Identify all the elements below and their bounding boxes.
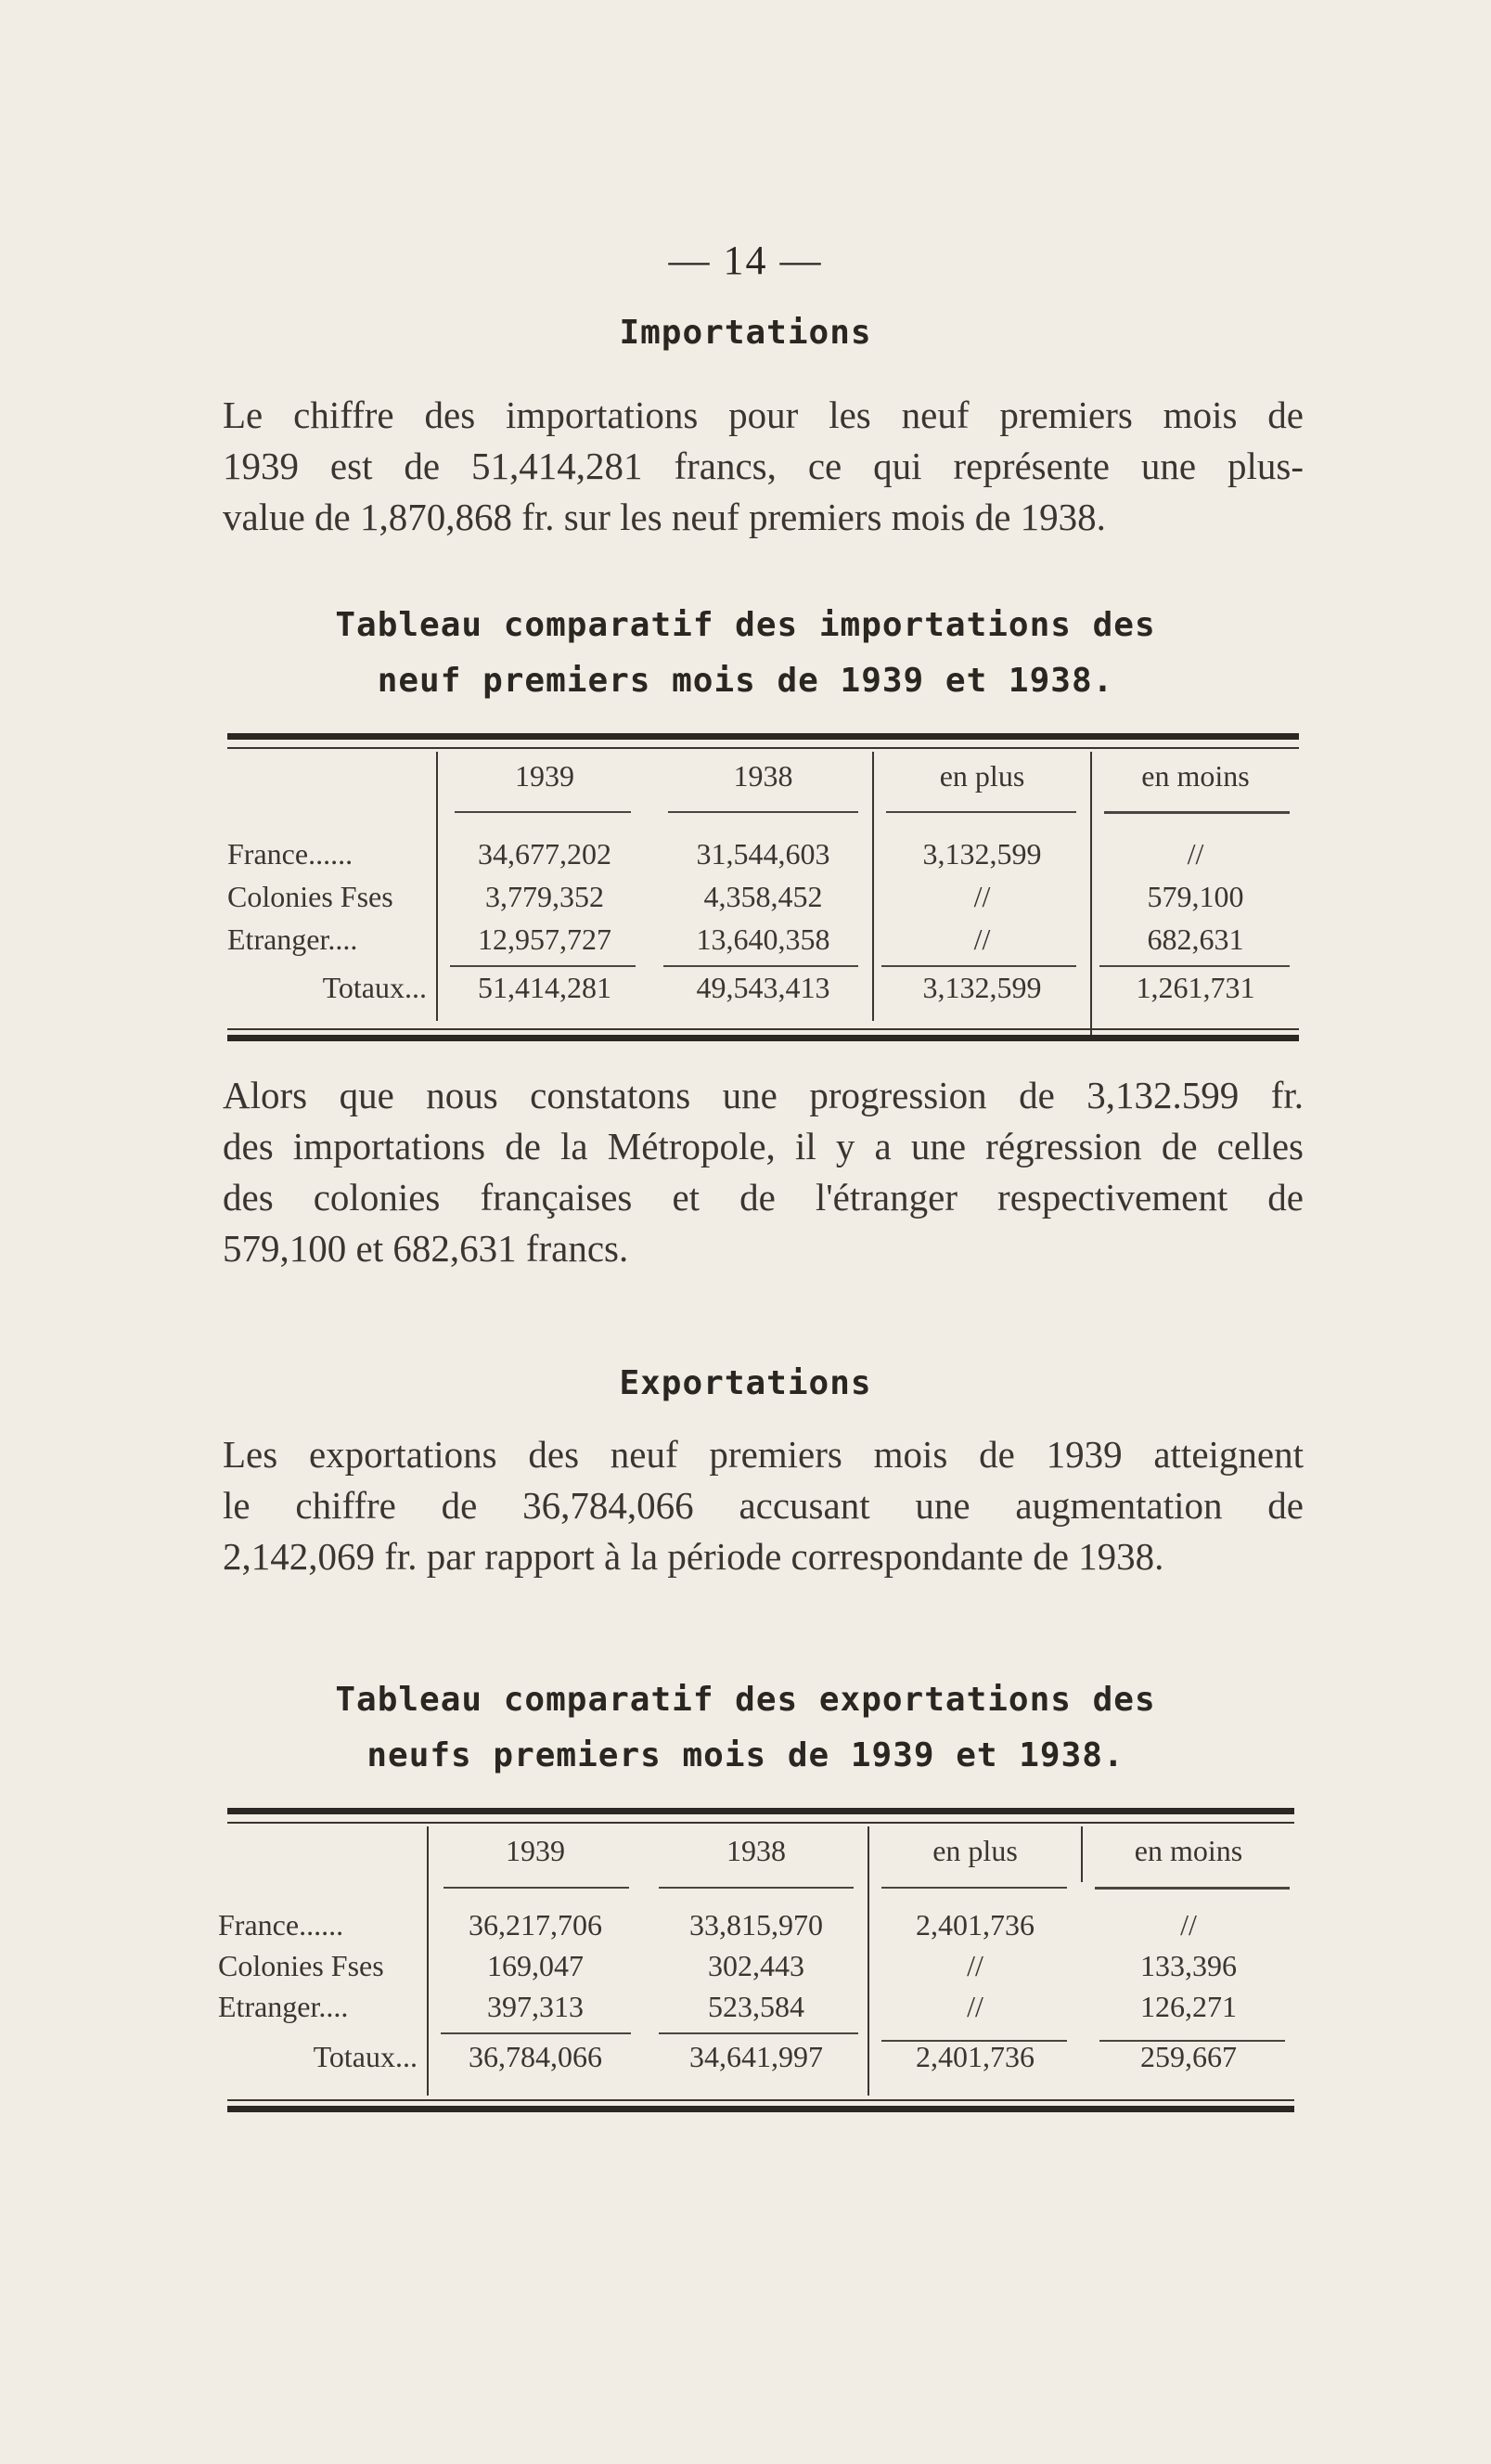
cell-1939: 3,779,352	[485, 880, 604, 913]
cell-1938: 33,815,970	[689, 1908, 823, 1942]
total-underline	[881, 965, 1076, 967]
cell-1938: 31,544,603	[696, 837, 830, 871]
cell-en-moins: 126,271	[1140, 1990, 1237, 2023]
table-top-rule-thin	[227, 747, 1299, 749]
cell-1939: 36,217,706	[469, 1908, 602, 1942]
row-label: France......	[218, 1908, 344, 1942]
imports-paragraph	[223, 390, 1304, 543]
row-label: Etranger....	[227, 922, 358, 956]
cell-1938: 4,358,452	[703, 880, 823, 913]
header-underline	[455, 811, 631, 813]
text-line: Les exportations des neuf premiers mois de 1939 atteignent	[223, 1433, 1304, 1476]
table-bottom-rule	[227, 1035, 1299, 1041]
cell-1938: 302,443	[708, 1949, 804, 1982]
cell-en-plus: //	[967, 1949, 983, 1982]
text-line: des importations de la Métropole, il y a une régression de celles	[223, 1125, 1304, 1167]
text-line: Alors que nous constatons une progression de 3,132.599 fr.	[223, 1074, 1304, 1116]
column-header: 1939	[515, 759, 574, 793]
table-bottom-rule-thin	[227, 1028, 1299, 1030]
column-header: 1938	[726, 1834, 786, 1867]
total-en-moins: 1,261,731	[1136, 971, 1255, 1004]
exports-table-title	[0, 1672, 1491, 1784]
row-label: Totaux...	[313, 2040, 418, 2073]
total-en-moins: 259,667	[1140, 2040, 1237, 2073]
header-underline	[886, 811, 1076, 813]
imports-commentary	[223, 1070, 1304, 1274]
table-title-line: Tableau comparatif des exportations des	[335, 1681, 1156, 1719]
header-underline	[443, 1887, 629, 1889]
exports-heading: Exportations	[619, 1364, 872, 1402]
cell-1938: 13,640,358	[696, 922, 830, 956]
text-line: 579,100 et 682,631 francs.	[223, 1227, 629, 1270]
text-line: 1939 est de 51,414,281 francs, ce qui représente une plus-	[223, 445, 1304, 487]
table-title-line: Tableau comparatif des importations des	[335, 606, 1156, 644]
exports-paragraph	[223, 1429, 1304, 1582]
total-underline	[441, 2032, 631, 2034]
total-underline	[450, 965, 636, 967]
cell-1939: 397,313	[487, 1990, 584, 2023]
imports-heading: Importations	[619, 314, 872, 352]
row-label: Totaux...	[322, 971, 427, 1004]
cell-1939: 34,677,202	[478, 837, 611, 871]
table-top-rule	[227, 733, 1299, 740]
row-label: Colonies Fses	[227, 880, 393, 913]
table-top-rule-thin	[227, 1822, 1294, 1824]
row-label: Etranger....	[218, 1990, 349, 2023]
header-underline	[659, 1887, 854, 1889]
cell-1938: 523,584	[708, 1990, 804, 2023]
total-1939: 36,784,066	[469, 2040, 602, 2073]
row-label: Colonies Fses	[218, 1949, 384, 1982]
total-1938: 49,543,413	[696, 971, 830, 1004]
text-line: des colonies françaises et de l'étranger respectivement de	[223, 1176, 1304, 1219]
cell-en-plus: 2,401,736	[916, 1908, 1035, 1942]
total-en-plus: 2,401,736	[916, 2040, 1035, 2073]
total-en-plus: 3,132,599	[922, 971, 1042, 1004]
row-label: France......	[227, 837, 353, 871]
cell-en-moins: 133,396	[1140, 1949, 1237, 1982]
header-underline	[1104, 811, 1290, 814]
cell-en-moins: 579,100	[1147, 880, 1244, 913]
column-header: en moins	[1134, 1834, 1243, 1867]
cell-en-plus: //	[967, 1990, 983, 2023]
cell-en-plus: //	[973, 922, 991, 956]
total-underline	[1099, 965, 1290, 967]
cell-en-moins: 682,631	[1147, 922, 1244, 956]
column-header: en moins	[1141, 759, 1250, 793]
cell-1939: 169,047	[487, 1949, 584, 1982]
text-line: le chiffre de 36,784,066 accusant une augmentation de	[223, 1484, 1304, 1527]
column-header: en plus	[939, 759, 1025, 793]
table-bottom-rule	[227, 2106, 1294, 2112]
cell-en-moins: //	[1180, 1908, 1197, 1942]
total-1938: 34,641,997	[689, 2040, 823, 2073]
page-number: — 14 —	[668, 238, 823, 283]
column-header: 1939	[506, 1834, 565, 1867]
total-1939: 51,414,281	[478, 971, 611, 1004]
cell-en-moins: //	[1187, 837, 1204, 871]
table-title-line: neuf premiers mois de 1939 et 1938.	[377, 662, 1114, 700]
header-underline	[668, 811, 858, 813]
cell-en-plus: 3,132,599	[922, 837, 1042, 871]
cell-1939: 12,957,727	[478, 922, 611, 956]
total-underline	[663, 965, 858, 967]
total-underline	[659, 2032, 858, 2034]
cell-en-plus: //	[973, 880, 991, 913]
text-line: value de 1,870,868 fr. sur les neuf premiers mois de 1938.	[223, 496, 1106, 538]
table-title-line: neufs premiers mois de 1939 et 1938.	[366, 1736, 1125, 1774]
table-top-rule	[227, 1808, 1294, 1814]
header-underline	[881, 1887, 1067, 1889]
column-header: en plus	[932, 1834, 1018, 1867]
table-bottom-rule-thin	[227, 2099, 1294, 2101]
text-line: Le chiffre des importations pour les neuf premiers mois de	[223, 393, 1304, 436]
imports-table-title	[0, 598, 1491, 709]
text-line: 2,142,069 fr. par rapport à la période correspondante de 1938.	[223, 1535, 1164, 1578]
header-underline	[1095, 1887, 1290, 1890]
column-header: 1938	[733, 759, 793, 793]
